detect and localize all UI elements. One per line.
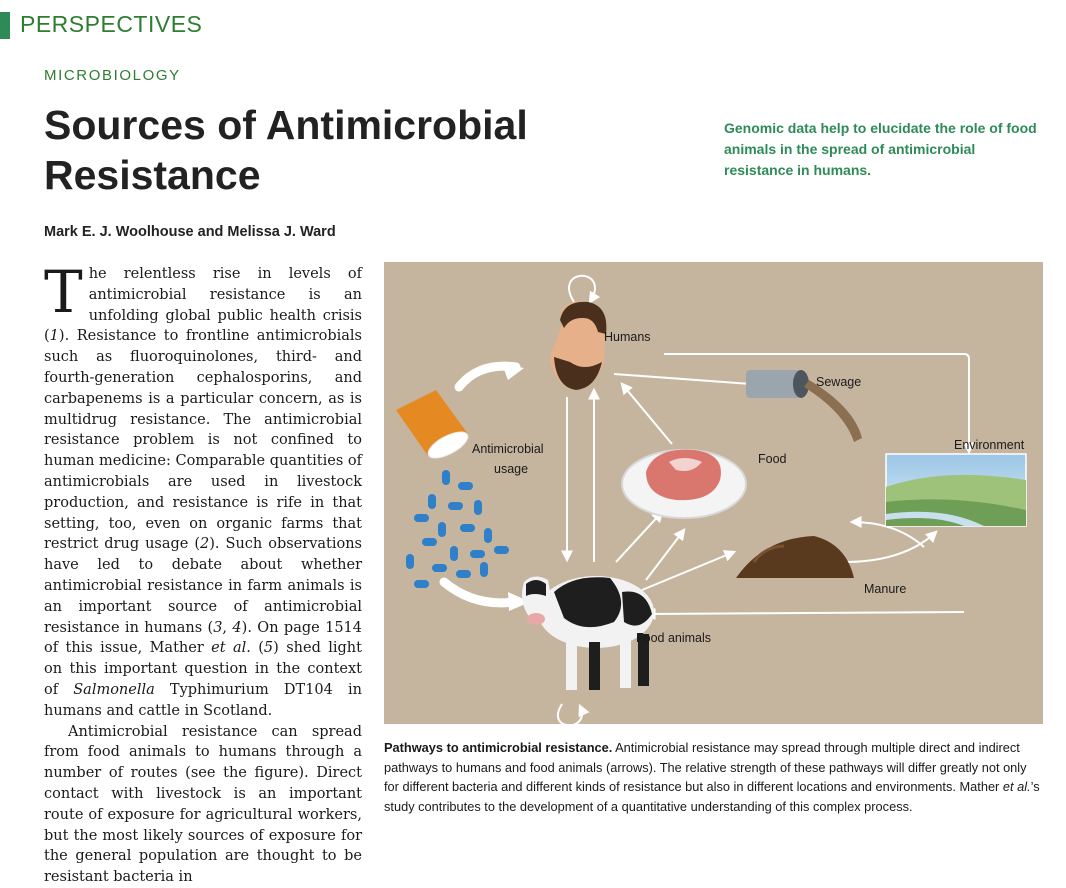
text-run: ) shed light on this important question in the context of (44, 640, 362, 698)
teaser: Genomic data help to elucidate the role of food animals in the spread of antimicrobial resistance in humans. (724, 120, 1037, 178)
paragraph-1 (44, 258, 363, 722)
reference-2[interactable]: 2 (200, 536, 210, 553)
text-run: ). Resistance to frontline antimicrobials such as fluoroquinolones, third- and fourth-generation cephalosporins, and carbapenems is a particular concern, as is multidrug resistance. The antimicrobial resistance problem is not confined to human medicine: Comparable quantities of antimicrobials are used in livestock production, and resistance is rife in that setting, too, even on organic farms that restrict drug usage ( (44, 328, 362, 553)
body-text (44, 258, 363, 888)
text-run: Typhimurium DT104 in humans and cattle in Scotland. (44, 681, 362, 719)
label-humans: Humans (604, 330, 651, 344)
arrow-humans-to-environment (664, 354, 969, 452)
authors: Mark E. J. Woolhouse and Melissa J. Ward (44, 224, 336, 240)
cow-icon (522, 576, 654, 690)
caption-et-al: et al. (1002, 779, 1031, 795)
figure-caption (384, 738, 1044, 816)
arrow-food-to-humans (622, 384, 672, 444)
figure-illustration (384, 262, 1043, 724)
kicker: MICROBIOLOGY (44, 67, 181, 84)
species-name: Salmonella (73, 681, 155, 698)
caption-lead: Pathways to antimicrobial resistance. (384, 740, 613, 755)
reference-4[interactable]: 4 (232, 619, 242, 636)
article-title: Sources of Antimicrobial Resistance (44, 102, 528, 198)
section-label: PERSPECTIVES (20, 11, 203, 37)
food-plate-icon (622, 450, 746, 518)
arrow-animals-to-food-2 (616, 512, 662, 562)
label-food-animals: Food animals (636, 631, 712, 645)
capsules-icon (406, 470, 509, 588)
label-sewage: Sewage (816, 375, 862, 389)
pill-bottle-icon (396, 390, 472, 463)
caption-text: Antimicrobial resistance may spread through multiple direct and indirect pathways to humans and food animals (arrows). The relative strength of these pathways will differ greatly not only for different bacteria and different kinds of resistance but also in different locations and environments. Mather (384, 740, 1027, 795)
et-al: et al. (211, 640, 251, 657)
text-run: ). On page 1514 of this issue, Mather (44, 619, 362, 657)
text-run: , (222, 619, 233, 636)
text-run: ). Such observations have led to debate about whether antimicrobial resistance in farm animals is an important source of antimicrobial resistance in humans ( (44, 536, 363, 636)
label-antimicrobial: Antimicrobial (472, 442, 544, 456)
label-food: Food (758, 452, 787, 466)
text-run: he relentless rise in levels of antimicrobial resistance is an unfolding global public health crisis ( (44, 266, 362, 345)
manure-pile-icon (736, 536, 854, 578)
caption-text: ’s study contributes to the development of a quantitative understanding of this complex process. (384, 779, 1040, 814)
dropcap: T (44, 258, 83, 326)
pathways-figure (384, 262, 1043, 724)
paragraph-2: Antimicrobial resistance can spread from food animals to humans through a number of routes (see the figure). Direct contact with livestock is an important route of exposure for agricultural workers, but the most likely sources of exposure for the general population are thought to be resistant bacteria in (44, 723, 362, 886)
label-manure: Manure (864, 582, 907, 596)
reference-5[interactable]: 5 (263, 640, 274, 657)
humans-self-arrow (569, 276, 595, 302)
animals-self-arrow (558, 704, 582, 724)
reference-3[interactable]: 3 (213, 619, 223, 636)
arrowhead-icon (502, 364, 524, 380)
arrow-usage-to-animals (444, 582, 514, 603)
label-environment: Environment (954, 438, 1025, 452)
arrow-manure-to-environment (844, 532, 936, 562)
arrow-animals-to-manure (642, 552, 734, 590)
section-color-bar (0, 12, 10, 39)
environment-landscape-icon (886, 454, 1026, 526)
arrow-environment-to-animals (646, 612, 964, 614)
text-run: ( (250, 640, 264, 657)
human-head-icon (550, 302, 606, 390)
label-usage: usage (494, 462, 529, 476)
reference-1[interactable]: 1 (49, 328, 59, 345)
arrow-animals-to-food (646, 530, 684, 580)
